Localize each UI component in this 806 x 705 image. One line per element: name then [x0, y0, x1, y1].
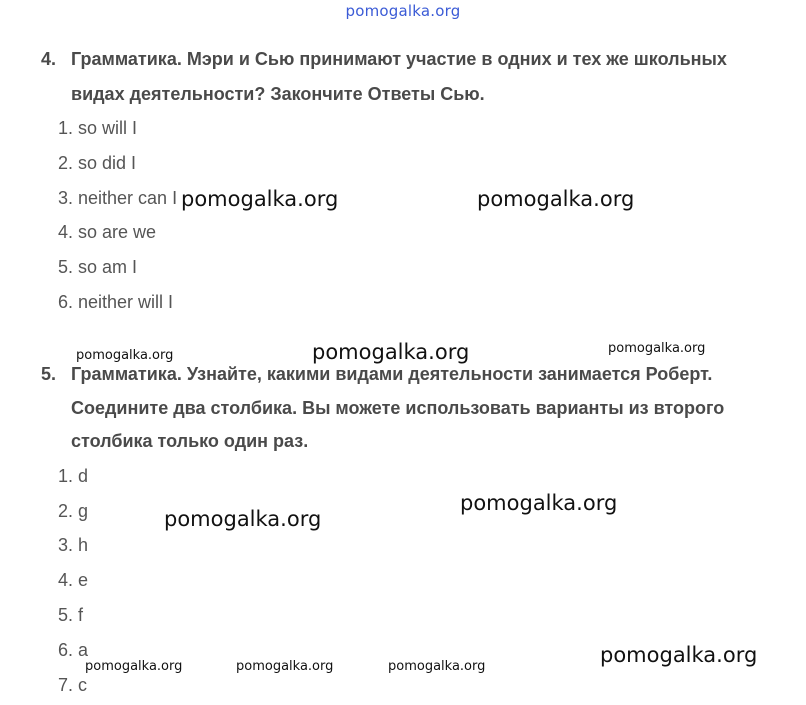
exercise-4-answer-6: 6. neither will I — [58, 292, 174, 312]
exercise-5-answer-7: 7. c — [58, 675, 88, 695]
exercise-5-answer-4: 4. e — [58, 570, 89, 590]
exercise-4-answer-5: 5. so am I — [58, 257, 138, 277]
exercise-5-title-line-1: Грамматика. Узнайте, какими видами деятельности занимается Роберт. — [71, 364, 713, 384]
watermark: pomogalka.org — [181, 187, 339, 211]
watermark: pomogalka.org — [600, 643, 758, 667]
exercise-5-title-line-3: столбика только один раз. — [71, 431, 309, 451]
watermark: pomogalka.org — [76, 348, 174, 363]
site-header: pomogalka.org — [345, 2, 461, 20]
exercise-4-number: 4. — [41, 49, 57, 69]
exercise-5-answer-2: 2. g — [58, 501, 89, 521]
watermark: pomogalka.org — [164, 507, 322, 531]
exercise-4-answer-2: 2. so did I — [58, 153, 137, 173]
watermark: pomogalka.org — [460, 491, 618, 515]
exercise-4-title-line-1: Грамматика. Мэри и Сью принимают участие в одних и тех же школьных — [71, 49, 727, 69]
exercise-5-title-line-2: Соедините два столбика. Вы можете использовать варианты из второго — [71, 398, 725, 418]
exercise-4-answer-3: 3. neither can I — [58, 188, 178, 208]
watermark: pomogalka.org — [85, 659, 183, 674]
exercise-5-answer-5: 5. f — [58, 605, 84, 625]
watermark: pomogalka.org — [312, 340, 470, 364]
watermark: pomogalka.org — [608, 341, 706, 356]
watermark: pomogalka.org — [236, 659, 334, 674]
exercise-5-answer-3: 3. h — [58, 535, 89, 555]
exercise-5-answer-6: 6. a — [58, 640, 89, 660]
watermark: pomogalka.org — [477, 187, 635, 211]
exercise-5-answer-1: 1. d — [58, 466, 89, 486]
exercise-5-number: 5. — [41, 364, 57, 384]
watermark: pomogalka.org — [388, 659, 486, 674]
exercise-4-title-line-2: видах деятельности? Закончите Ответы Сью. — [71, 84, 485, 104]
exercise-4-answer-4: 4. so are we — [58, 222, 157, 242]
exercise-4-answer-1: 1. so will I — [58, 118, 138, 138]
